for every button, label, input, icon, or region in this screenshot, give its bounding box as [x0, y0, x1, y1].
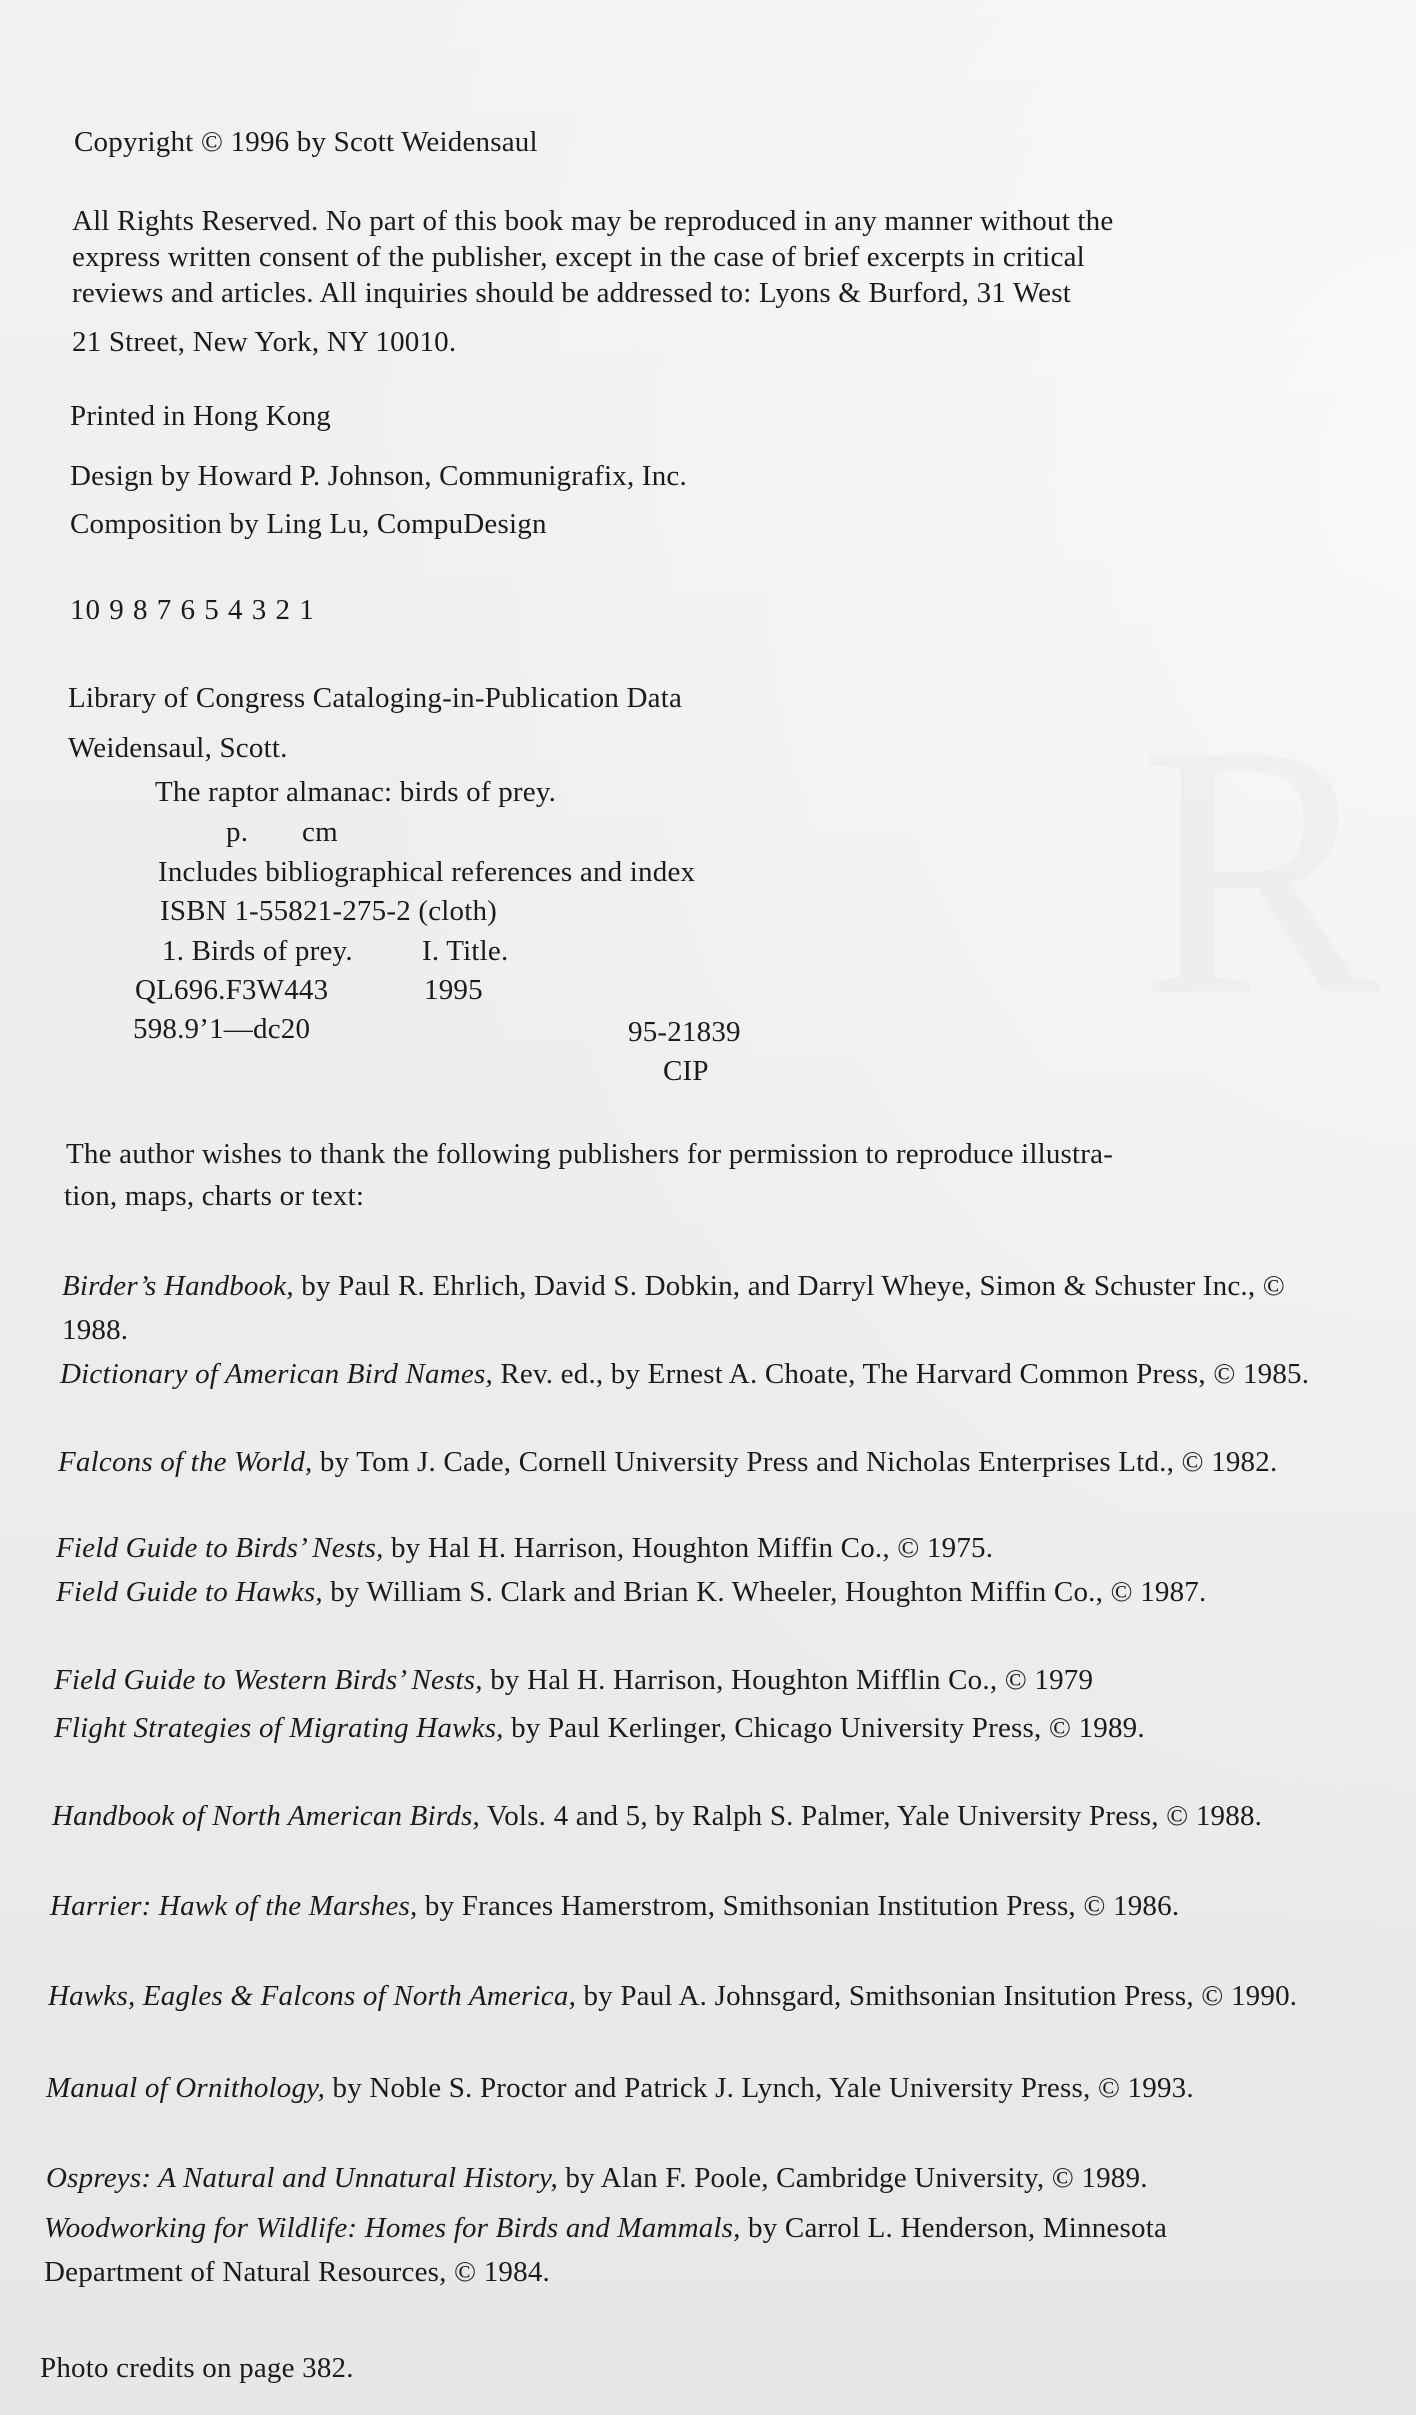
- credit-entry: [46, 2066, 1306, 2110]
- credit-details: by Carrol L. Henderson, Minnesota Department of Natural Resources, © 1984.: [44, 2212, 1168, 2288]
- cip-subject: 1. Birds of prey.: [162, 935, 353, 967]
- cip-isbn: ISBN 1-55821-275-2 (cloth): [160, 895, 498, 927]
- credit-entry: [48, 1974, 1308, 2018]
- credit-details: by Paul A. Johnsgard, Smithsonian Insitution Press, © 1990.: [576, 1980, 1298, 2012]
- credit-entry: [56, 1526, 1316, 1570]
- credit-details: by Frances Hamerstrom, Smithsonian Institution Press, © 1986.: [417, 1890, 1180, 1922]
- rights-line-2: express written consent of the publisher, except in the case of brief excerpts in critical: [72, 241, 1085, 273]
- credit-book-title: Field Guide to Birds’ Nests,: [56, 1532, 384, 1564]
- cip-pages: p.: [226, 816, 249, 848]
- credit-book-title: Hawks, Eagles & Falcons of North America,: [48, 1980, 577, 2012]
- credit-book-title: Manual of Ornithology,: [46, 2072, 326, 2104]
- cip-dewey: 598.9’1—dc20: [133, 1013, 311, 1045]
- design-credit: Design by Howard P. Johnson, Communigrafix, Inc.: [70, 460, 687, 492]
- credit-entry: [58, 1440, 1318, 1484]
- credit-entry: [52, 1794, 1312, 1838]
- cip-includes: Includes bibliographical references and index: [158, 856, 696, 888]
- credit-entry: [44, 2206, 1304, 2294]
- credit-book-title: Harrier: Hawk of the Marshes,: [50, 1890, 418, 1922]
- composition-credit: Composition by Ling Lu, CompuDesign: [70, 508, 547, 540]
- credit-book-title: Dictionary of American Bird Names,: [60, 1358, 493, 1390]
- credit-entry: [54, 1658, 1314, 1702]
- credit-details: by Paul R. Ehrlich, David S. Dobkin, and Darryl Wheye, Simon & Schuster Inc., © 1988.: [62, 1270, 1285, 1346]
- credit-details: by Noble S. Proctor and Patrick J. Lynch, Yale University Press, © 1993.: [325, 2072, 1194, 2104]
- copyright-line: Copyright © 1996 by Scott Weidensaul: [74, 126, 538, 158]
- cip-heading: Library of Congress Cataloging-in-Publication Data: [68, 682, 683, 714]
- thanks-line-1: The author wishes to thank the following publishers for permission to reproduce illustra-: [66, 1138, 1114, 1170]
- credit-book-title: Ospreys: A Natural and Unnatural History,: [46, 2162, 558, 2194]
- background-letter-watermark: [1140, 690, 1380, 1050]
- rights-line-1: All Rights Reserved. No part of this book may be reproduced in any manner without the: [72, 205, 1114, 237]
- cip-year: 1995: [424, 974, 483, 1006]
- credit-book-title: Birder’s Handbook,: [62, 1270, 294, 1302]
- credit-book-title: Field Guide to Hawks,: [56, 1576, 323, 1608]
- rights-line-4: 21 Street, New York, NY 10010.: [72, 326, 457, 358]
- credit-entry: [60, 1352, 1320, 1396]
- credit-book-title: Handbook of North American Birds,: [52, 1800, 480, 1832]
- thanks-line-2: tion, maps, charts or text:: [64, 1180, 365, 1212]
- credit-details: by Alan F. Poole, Cambridge University, © 1989.: [557, 2162, 1148, 2194]
- credit-details: by Tom J. Cade, Cornell University Press and Nicholas Enterprises Ltd., © 1982.: [312, 1446, 1278, 1478]
- photo-credits: Photo credits on page 382.: [40, 2352, 354, 2384]
- printed-in: Printed in Hong Kong: [70, 400, 331, 432]
- credit-book-title: Flight Strategies of Migrating Hawks,: [54, 1712, 504, 1744]
- credit-details: by William S. Clark and Brian K. Wheeler, Houghton Miffin Co., © 1987.: [322, 1576, 1207, 1608]
- credit-book-title: Field Guide to Western Birds’ Nests,: [54, 1664, 483, 1696]
- cip-author: Weidensaul, Scott.: [68, 732, 288, 764]
- credit-entry: [50, 1884, 1310, 1928]
- cip-mark: CIP: [663, 1055, 709, 1087]
- credit-details: Vols. 4 and 5, by Ralph S. Palmer, Yale University Press, © 1988.: [479, 1800, 1263, 1832]
- credit-details: by Hal H. Harrison, Houghton Miffin Co., © 1975.: [383, 1532, 994, 1564]
- credit-entry: [62, 1264, 1322, 1352]
- cip-cm: cm: [302, 816, 338, 848]
- credit-book-title: Falcons of the World,: [58, 1446, 313, 1478]
- cip-lc-class: QL696.F3W443: [135, 974, 329, 1006]
- credit-entry: [46, 2156, 1386, 2200]
- cip-title-line: The raptor almanac: birds of prey.: [155, 776, 557, 808]
- credit-entry: [54, 1706, 1314, 1750]
- credit-book-title: Woodworking for Wildlife: Homes for Birds and Mammals,: [44, 2212, 741, 2244]
- cip-title-entry: I. Title.: [422, 935, 509, 967]
- printing-line: 10 9 8 7 6 5 4 3 2 1: [70, 594, 315, 626]
- credit-details: by Hal H. Harrison, Houghton Mifflin Co., © 1979: [482, 1664, 1094, 1696]
- credit-details: by Paul Kerlinger, Chicago University Press, © 1989.: [503, 1712, 1145, 1744]
- credit-details: Rev. ed., by Ernest A. Choate, The Harvard Common Press, © 1985.: [492, 1358, 1310, 1390]
- cip-lccn: 95-21839: [628, 1016, 741, 1048]
- rights-line-3: reviews and articles. All inquiries should be addressed to: Lyons & Burford, 31 West: [72, 277, 1071, 309]
- credit-entry: [56, 1570, 1316, 1614]
